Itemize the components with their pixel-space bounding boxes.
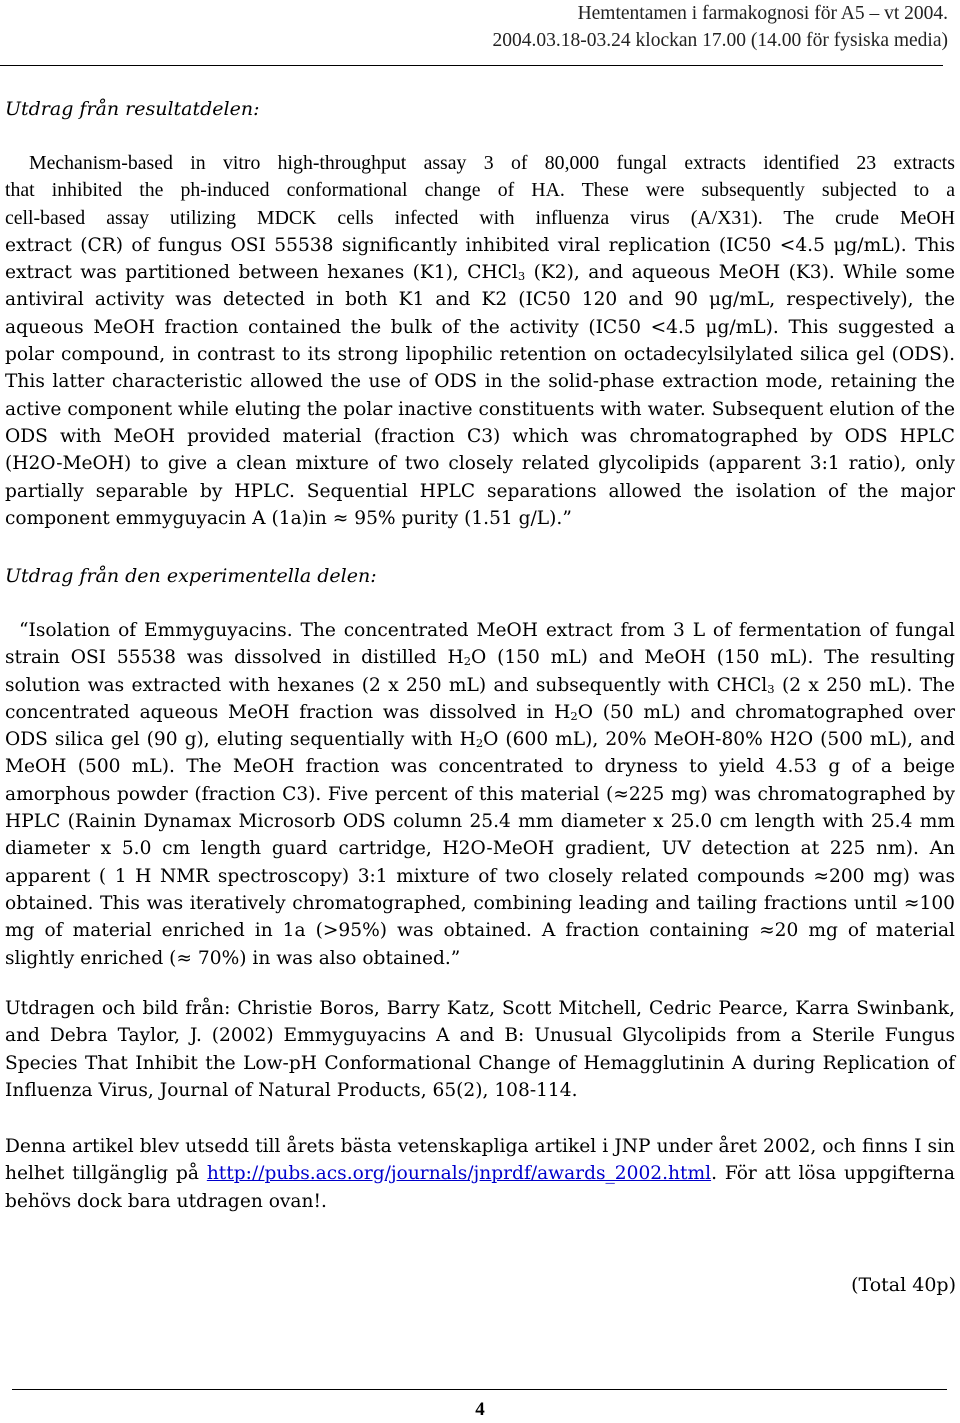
text-line [5, 699, 955, 726]
page-number: 4 [475, 1399, 485, 1420]
text-fragment: extract was partitioned between hexanes (K1), CHCl [5, 262, 518, 284]
text-line: antiviral activity was detected in both K1 and K2 (IC50 120 and 90 μg/mL, respectively), the [5, 289, 955, 311]
text-fragment: helhet tillgänglig på [5, 1163, 207, 1185]
text-line: diameter x 5.0 cm length guard cartridge, H2O-MeOH gradient, UV detection at 225 nm). An [5, 838, 955, 860]
text-line: Denna artikel blev utsedd till årets bästa vetenskapliga artikel i JNP under året 2002, och finns I sin [5, 1136, 955, 1157]
text-line: component emmyguyacin A (1a)in ≈ 95% purity (1.51 g/L).” [5, 507, 572, 529]
text-line: active component while eluting the polar inactive constituents with water. Subsequent elution of the [5, 398, 955, 420]
subscript: 3 [517, 269, 526, 284]
subscript: 2 [475, 736, 484, 751]
text-line: cell-based assay utilizing MDCK cells infected with influenza virus (A/X31). The crude MeOH [5, 206, 955, 229]
text-fragment: (K2), and aqueous MeOH (K3). While some [525, 262, 955, 284]
text-line [5, 672, 955, 699]
text-line: Influenza Virus, Journal of Natural Products, 65(2), 108-114. [5, 1079, 578, 1101]
text-line: mg of material enriched in 1a (>95%) was obtained. A fraction containing ≈20 mg of material [5, 920, 955, 942]
experimental-excerpt [5, 617, 955, 972]
text-fragment: strain OSI 55538 was dissolved in distilled H [5, 647, 464, 669]
header-line-2: 2004.03.18-03.24 klockan 17.00 (14.00 för fysiska media) [492, 30, 948, 51]
text-line: Species That Inhibit the Low-pH Conformational Change of Hemagglutinin A during Replication of [5, 1052, 955, 1074]
text-line: aqueous MeOH fraction contained the bulk of the activity (IC50 <4.5 μg/mL). This suggested a [5, 316, 955, 338]
citation-paragraph [5, 995, 955, 1104]
text-fragment: O (600 mL), 20% MeOH-80% H2O (500 mL), and [483, 729, 955, 751]
header-line-1: Hemtentamen i farmakognosi för A5 – vt 2004. [577, 3, 948, 24]
text-line: partially separable by HPLC. Sequential HPLC separations allowed the isolation of the major [5, 480, 955, 502]
text-line: “Isolation of Emmyguyacins. The concentrated MeOH extract from 3 L of fermentation of fungal [19, 620, 955, 641]
note-paragraph [5, 1133, 955, 1215]
subscript: 3 [767, 681, 775, 696]
text-line: amorphous powder (fraction C3). Five percent of this material (≈225 mg) was chromatographed by [5, 783, 955, 805]
text-line [5, 726, 955, 753]
text-fragment: O (50 mL) and chromatographed over [577, 701, 955, 723]
text-line [5, 259, 955, 286]
text-line: behövs dock bara utdragen ovan!. [5, 1190, 327, 1212]
text-line: HPLC (Rainin Dynamax Microsorb ODS column 25.4 mm diameter x 25.0 cm length with 25.4 mm [5, 811, 955, 833]
text-line: Utdragen och bild från: Christie Boros, Barry Katz, Scott Mitchell, Cedric Pearce, Karra Swinbank, [5, 998, 955, 1019]
footer-rule [12, 1389, 947, 1390]
text-line: This latter characteristic allowed the use of ODS in the solid-phase extraction mode, retaining the [5, 371, 955, 393]
text-line: (H2O-MeOH) to give a clean mixture of two closely related glycolipids (apparent 3:1 ratio), only [5, 453, 955, 475]
text-line: obtained. This was iteratively chromatographed, combining leading and tailing fractions until ≈100 [5, 892, 955, 914]
subscript: 2 [463, 654, 472, 669]
header-rule [0, 65, 943, 66]
text-line [5, 644, 955, 671]
text-fragment: ODS silica gel (90 g), eluting sequentially with H [5, 729, 476, 751]
text-fragment: concentrated aqueous MeOH fraction was dissolved in H [5, 701, 571, 723]
subscript: 2 [570, 708, 578, 723]
text-fragment: solution was extracted with hexanes (2 x 250 mL) and subsequently with CHCl [5, 674, 768, 696]
text-line: apparent ( 1 H NMR spectroscopy) 3:1 mixture of two closely related compounds ≈200 mg) was [5, 865, 955, 887]
experimental-heading: Utdrag från den experimentella delen: [5, 565, 377, 587]
text-line: slightly enriched (≈ 70%) in was also obtained.” [5, 947, 461, 969]
text-line: ODS with MeOH provided material (fraction C3) which was chromatographed by ODS HPLC [5, 425, 955, 447]
text-fragment: O (150 mL) and MeOH (150 mL). The resulting [471, 647, 955, 669]
text-line [5, 1160, 955, 1187]
text-line: extract (CR) of fungus OSI 55538 significantly inhibited viral replication (IC50 <4.5 μg/mL). This [5, 234, 955, 256]
text-line: polar compound, in contrast to its strong lipophilic retention on octadecylsilylated silica gel (ODS). [5, 344, 955, 366]
results-heading: Utdrag från resultatdelen: [5, 98, 260, 120]
text-fragment: . För att lösa uppgifterna [711, 1163, 955, 1185]
text-line: and Debra Taylor, J. (2002) Emmyguyacins A and B: Unusual Glycolipids from a Sterile Fungus [5, 1025, 955, 1047]
text-fragment: (2 x 250 mL). The [774, 674, 956, 696]
total-points: (Total 40p) [851, 1274, 956, 1296]
jnp-awards-link[interactable]: http://pubs.acs.org/journals/jnprdf/awards_2002.html [206, 1163, 712, 1185]
text-line: that inhibited the ph-induced conformational change of HA. These were subsequently subjected to a [5, 179, 955, 202]
results-excerpt [5, 150, 955, 532]
page-header [0, 0, 948, 54]
text-line: MeOH (500 mL). The MeOH fraction was concentrated to dryness to yield 4.53 g of a beige [5, 756, 955, 778]
text-line: Mechanism-based in vitro high-throughput assay 3 of 80,000 fungal extracts identified 23 extracts [29, 152, 955, 174]
